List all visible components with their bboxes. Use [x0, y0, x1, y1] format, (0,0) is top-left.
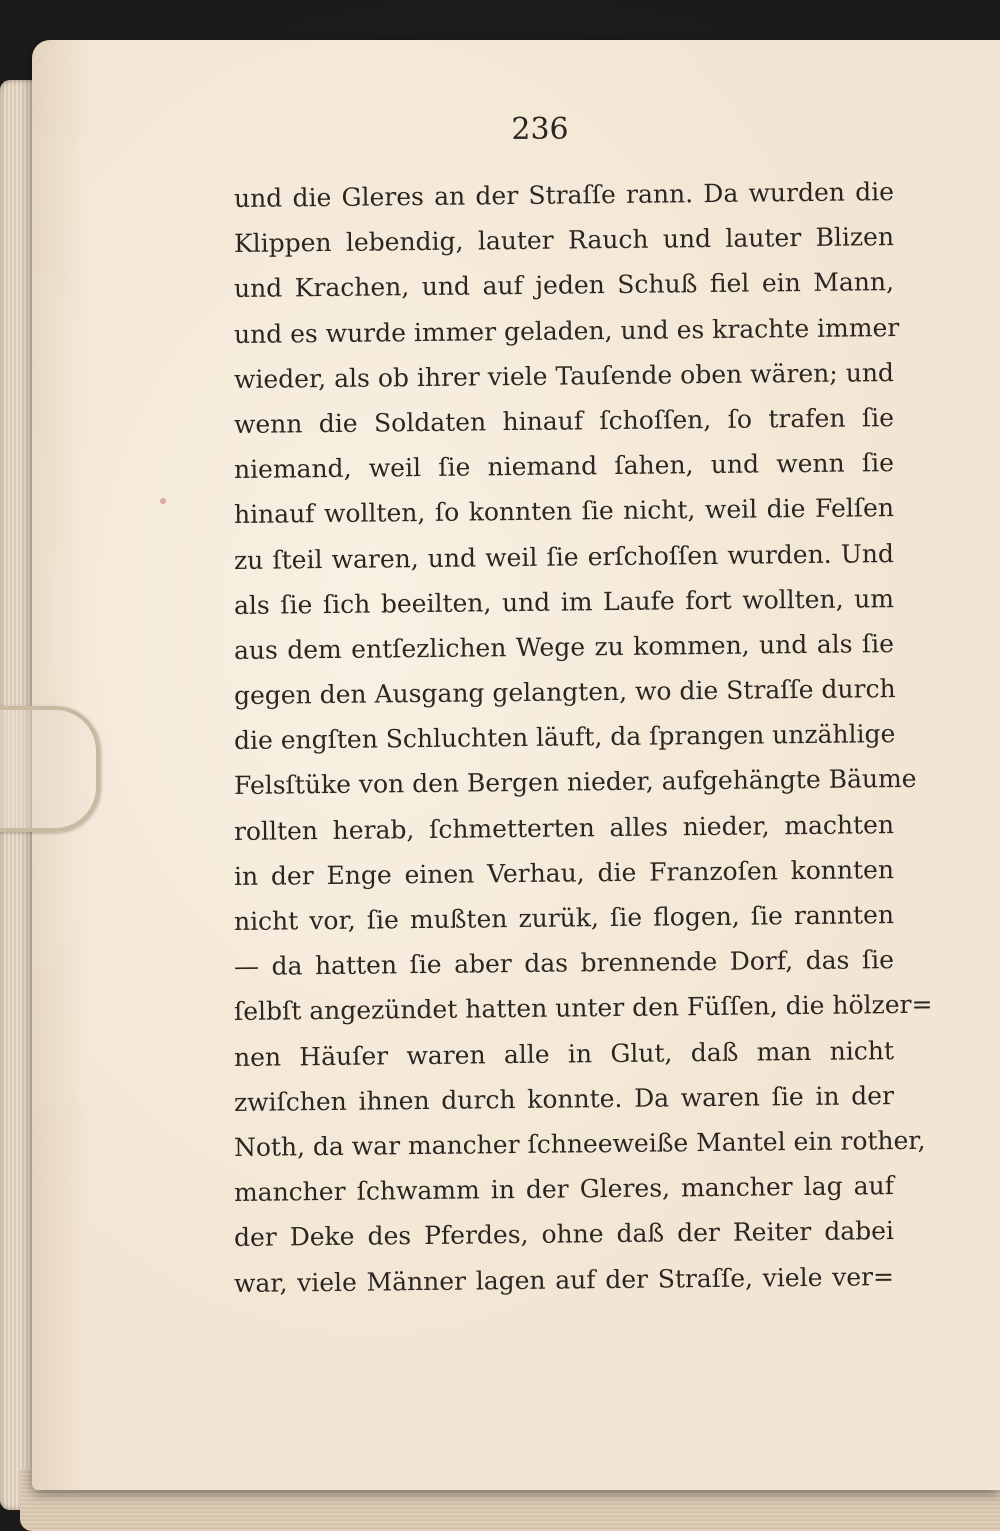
text-line: aus dem entſezlichen Wege zu kommen, und als ſie — [233, 628, 895, 665]
text-line: Noth, da war mancher ſchneeweiße Mantel ein rother, — [233, 1125, 926, 1162]
text-line: Klippen lebendig, lauter Rauch und lauter Blizen — [233, 222, 895, 259]
text-line: als ſie ſich beeilten, und im Laufe fort wollten, um — [233, 583, 895, 620]
text-line: rollten herab, ſchmetterten alles nieder, machten — [233, 809, 895, 846]
page-stain — [160, 498, 166, 504]
text-line: und Krachen, und auf jeden Schuß fiel ein Mann, — [233, 267, 895, 304]
text-line: zwiſchen ihnen durch konnte. Da waren ſie in der — [233, 1080, 895, 1117]
text-line: die engſten Schluchten läuft, da ſprangen unzählige — [233, 719, 896, 756]
text-line: in der Enge einen Verhau, die Franzoſen konnten — [233, 854, 895, 891]
text-line: Felsſtüke von den Bergen nieder, aufgehängte Bäume — [233, 764, 917, 801]
text-line: nen Häuſer waren alle in Glut, daß man nicht — [233, 1035, 895, 1072]
page-clip — [0, 706, 100, 832]
text-line: wieder, als ob ihrer viele Tauſende oben wären; und — [233, 357, 895, 394]
text-line: hinauf wollten, ſo konnten ſie nicht, weil die Felſen — [233, 493, 895, 530]
page-number: 236 — [511, 112, 569, 147]
text-line: zu ſteil waren, und weil ſie erſchoſſen wurden. Und — [233, 538, 895, 575]
text-line: mancher ſchwamm in der Gleres, mancher lag auf — [233, 1171, 895, 1208]
text-line: gegen den Ausgang gelangten, wo die Straſſe durch — [233, 674, 896, 711]
body-text — [233, 176, 933, 1306]
text-line: und die Gleres an der Straſſe rann. Da wurden die — [233, 177, 895, 213]
text-line: ſelbſt angezündet hatten unter den Füſſen, die hölzer= — [233, 990, 933, 1027]
text-line: der Deke des Pferdes, ohne daß der Reiter dabei — [233, 1216, 895, 1253]
text-line: und es wurde immer geladen, und es krachte immer — [233, 312, 900, 349]
text-line: wenn die Soldaten hinauf ſchoſſen, ſo trafen ſie — [233, 403, 895, 439]
text-line: nicht vor, ſie mußten zurük, ſie flogen, ſie rannten — [233, 900, 895, 936]
text-line: — da hatten ſie aber das brennende Dorf, das ſie — [233, 945, 895, 982]
text-line: niemand, weil ſie niemand ſahen, und wenn ſie — [233, 448, 895, 485]
text-line: war, viele Männer lagen auf der Straſſe, viele ver= — [233, 1261, 895, 1298]
